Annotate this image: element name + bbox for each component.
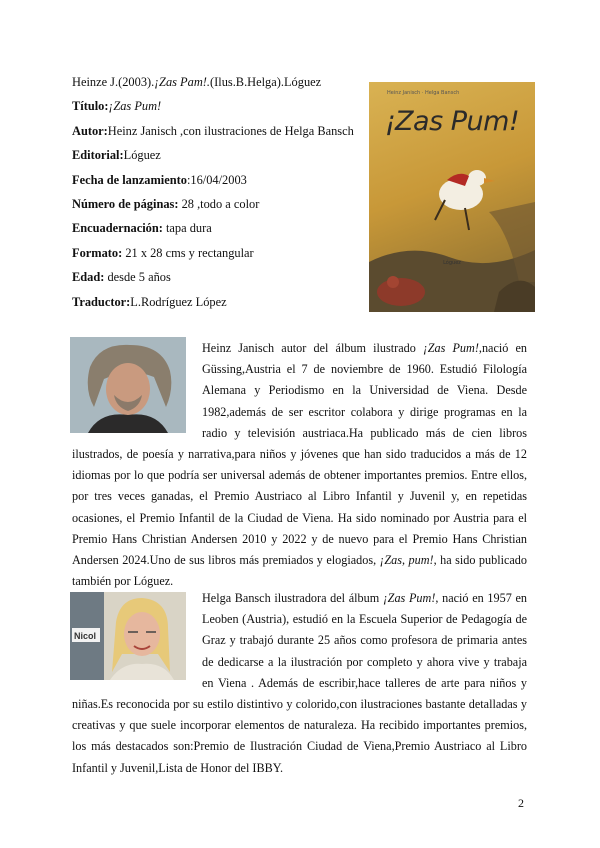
detail-row [72,192,362,216]
detail-label: Número de páginas: [72,197,179,212]
page-number: 2 [518,796,524,810]
detail-label: Edad: [72,270,105,285]
cover-authors: Heinz Janisch · Helga Bansch [387,90,460,96]
detail-label: Autor: [72,123,108,138]
detail-label: Traductor: [72,294,131,309]
detail-label: Fecha de lanzamiento [72,172,187,187]
illustrator-photo [70,592,186,680]
photo-sign-text: Nicol [74,631,97,641]
detail-value: Heinz Janisch ,con ilustraciones de Helga Bansch [107,123,354,138]
detail-value: :16/04/2003 [186,172,247,187]
detail-row [72,216,362,240]
detail-value: ¡Zas Pum! [108,99,162,114]
detail-label: Título: [72,99,109,114]
detail-row [72,290,362,314]
author-bio-text: Heinz Janisch autor del álbum ilustrado ¡Zas Pum!,nació en Güssing,Austria el 7 de noviembre de 1960. Estudió Filología Alemana y Periodismo en la Universidad de Viena. Desde 1982,además de ser escritor colabora y dirige programas en la radio y televisión austriaca.Ha publicado más de cien libros ilustrados, de poesía y narrativa,para niños y jóvenes que han sido traducidos a más de 12 idiomas por lo que podría ser universal además de obtener importantes premios. Entre ellos, por tres veces ganadas, el Premio Austriaco al Libro Infantil y Juvenil y, en repetidas ocasiones, el Premio Infantil de la Ciudad de Viena. Ha sido nominado por Austria para el Premio Hans Christian Andersen 2010 y 2022 y de nuevo para el Premio Hans Christian Andersen 2024.Uno de sus libros más premiados y elogiados, ¡Zas, pum!, ha sido publicado también por Lóguez. [72,341,527,589]
detail-row [72,168,362,192]
citation-title: ¡Zas Pam!. [154,75,210,89]
detail-value: tapa dura [162,221,212,236]
citation-prefix: Heinze J.(2003). [72,75,155,89]
detail-row [72,265,362,289]
book-details [72,70,362,314]
detail-value: L.Rodríguez López [130,294,227,309]
cover-title: ¡Zas Pum! [384,106,520,137]
detail-row [72,94,362,118]
book-cover-image [369,82,535,312]
detail-row [72,143,362,167]
detail-label: Editorial: [72,148,124,163]
illustrator-bio-text: Helga Bansch ilustradora del álbum ¡Zas Pum!, nació en 1957 en Leoben (Austria), estudió en la Escuela Superior de Pedagogía de Graz y trabajó durante 25 años como profesora de primaria antes de dedicarse a la ilustración por completo y ahora vive y trabaja en Viena . Además de escribir,hace talleres de arte para niños y niñas.Es reconocida por su estilo distintivo y colorido,con ilustraciones bastante detalladas y creativas y que suele incorporar elementos de naturaleza. Ha recibido importantes premios, los más destacados son:Premio de Ilustración Ciudad de Viena,Premio Austriaco al Libro Infantil y Juvenil,Lista de Honor del IBBY. [72,591,527,775]
citation-suffix: (Ilus.B.Helga).Lóguez [210,75,322,89]
detail-value: 21 x 28 cms y rectangular [122,245,254,260]
citation-line [72,70,362,94]
detail-value: 28 ,todo a color [178,197,260,212]
detail-row [72,119,362,143]
detail-label: Encuadernación: [72,221,163,236]
detail-row [72,241,362,265]
author-photo [70,337,186,433]
detail-value: Lóguez [123,148,161,163]
detail-label: Formato: [72,245,123,260]
cover-publisher: Lóguez [443,260,461,266]
detail-value: desde 5 años [104,270,171,285]
